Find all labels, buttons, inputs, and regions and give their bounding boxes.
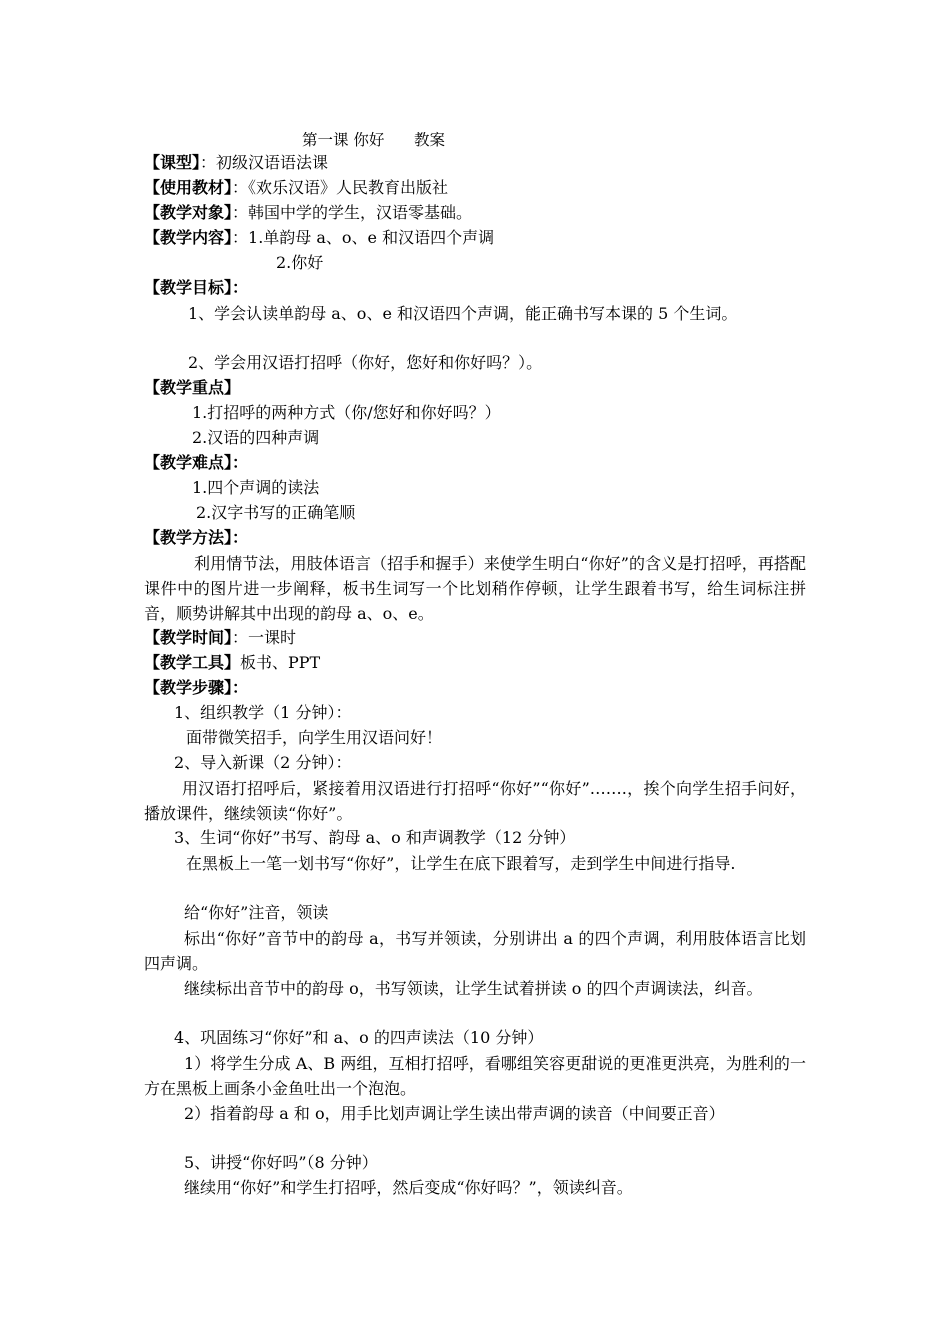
- step-2-title: 2、导入新课（2 分钟）：: [174, 753, 352, 772]
- tools-value: 板书、PPT: [240, 653, 321, 672]
- step-2-body: 用汉语打招呼后，紧接着用汉语进行打招呼“你好”“你好”…….，挨个向学生招手问好，播放课件，继续领读“你好”。: [144, 779, 806, 823]
- steps-label: 【教学步骤】: [144, 678, 233, 697]
- time-label: 【教学时间】: [144, 628, 233, 647]
- objective-item-1: 1、学会认读单韵母 a、o、e 和汉语四个声调，能正确书写本课的 5 个生词。: [188, 304, 738, 323]
- key-point-1: 1.打招呼的两种方式（你/您好和你好吗？）: [192, 403, 501, 422]
- step-1-title: 1、组织教学（1 分钟）：: [174, 703, 352, 722]
- audience-row: [144, 201, 472, 225]
- step-3-body-4: 继续标出音节中的韵母 o，书写领读，让学生试着拼读 o 的四个声调读法，纠音。: [184, 979, 763, 998]
- difficulty-2: 2.汉字书写的正确笔顺: [196, 503, 356, 522]
- step-1-body: 面带微笑招手，向学生用汉语问好！: [186, 728, 443, 747]
- methods-colon: ：: [232, 528, 249, 547]
- key-points-label: 【教学重点】: [144, 378, 241, 397]
- methods-label: 【教学方法】: [144, 528, 233, 547]
- steps-colon: ：: [232, 678, 249, 697]
- audience-value: ：韩国中学的学生，汉语零基础。: [232, 203, 473, 222]
- step-3-body-2: 给“你好”注音，领读: [184, 903, 329, 922]
- time-row: [144, 626, 296, 650]
- difficulties-heading: [144, 451, 248, 475]
- textbook-row: [144, 176, 448, 200]
- audience-label: 【教学对象】: [144, 203, 233, 222]
- objectives-colon: ：: [232, 278, 249, 297]
- tools-row: [144, 651, 320, 675]
- objectives-label: 【教学目标】: [144, 278, 233, 297]
- step-3-title: 3、生词“你好”书写、韵母 a、o 和声调教学（12 分钟）: [174, 828, 576, 847]
- difficulty-1: 1.四个声调的读法: [192, 478, 320, 497]
- objectives-heading: [144, 276, 248, 300]
- content-value: ：1.单韵母 a、o、e 和汉语四个声调: [232, 228, 495, 247]
- difficulties-label: 【教学难点】: [144, 453, 233, 472]
- time-value: ：一课时: [232, 628, 297, 647]
- step-5-body: 继续用“你好”和学生打招呼，然后变成“你好吗？”，领读纠音。: [184, 1178, 633, 1197]
- key-point-2: 2.汉语的四种声调: [192, 428, 320, 447]
- course-type-row: [144, 151, 328, 175]
- content-label: 【教学内容】: [144, 228, 233, 247]
- step-4-body-2: 2）指着韵母 a 和 o，用手比划声调让学生读出带声调的读音（中间要正音）: [184, 1104, 725, 1123]
- course-type-value: ：初级汉语语法课: [200, 153, 329, 172]
- document-title: 第一课 你好 教案: [302, 131, 445, 149]
- textbook-value: ：《欢乐汉语》人民教育出版社: [232, 178, 449, 197]
- course-type-label: 【课型】: [144, 153, 201, 172]
- step-3-body-3: 标出“你好”音节中的韵母 a，书写并领读，分别讲出 a 的四个声调，利用肢体语言比划四声调。: [144, 929, 806, 973]
- content-item-2: 2.你好: [276, 253, 324, 272]
- step-3-body-1: 在黑板上一笔一划书写“你好”，让学生在底下跟着写，走到学生中间进行指导.: [186, 854, 736, 873]
- objective-item-2: 2、学会用汉语打招呼（你好，您好和你好吗？）。: [188, 353, 543, 372]
- step-4-title: 4、巩固练习“你好”和 a、o 的四声读法（10 分钟）: [174, 1028, 544, 1047]
- steps-heading: [144, 676, 248, 700]
- tools-label: 【教学工具】: [144, 653, 241, 672]
- difficulties-colon: ：: [232, 453, 249, 472]
- step-4-body-1: 1）将学生分成 A、B 两组，互相打招呼，看哪组笑容更甜说的更准更洪亮，为胜利的一方在黑板上画条小金鱼吐出一个泡泡。: [144, 1054, 806, 1098]
- step-5-title: 5、讲授“你好吗”（8 分钟）: [184, 1153, 378, 1172]
- textbook-label: 【使用教材】: [144, 178, 233, 197]
- methods-heading: [144, 526, 248, 550]
- methods-paragraph: 利用情节法，用肢体语言（招手和握手）来使学生明白“你好”的含义是打招呼，再搭配课件中的图片进一步阐释，板书生词写一个比划稍作停顿，让学生跟着书写，给生词标注拼音，顺势讲解其中出现的韵母 a、o、e。: [144, 554, 806, 623]
- content-row: [144, 226, 494, 250]
